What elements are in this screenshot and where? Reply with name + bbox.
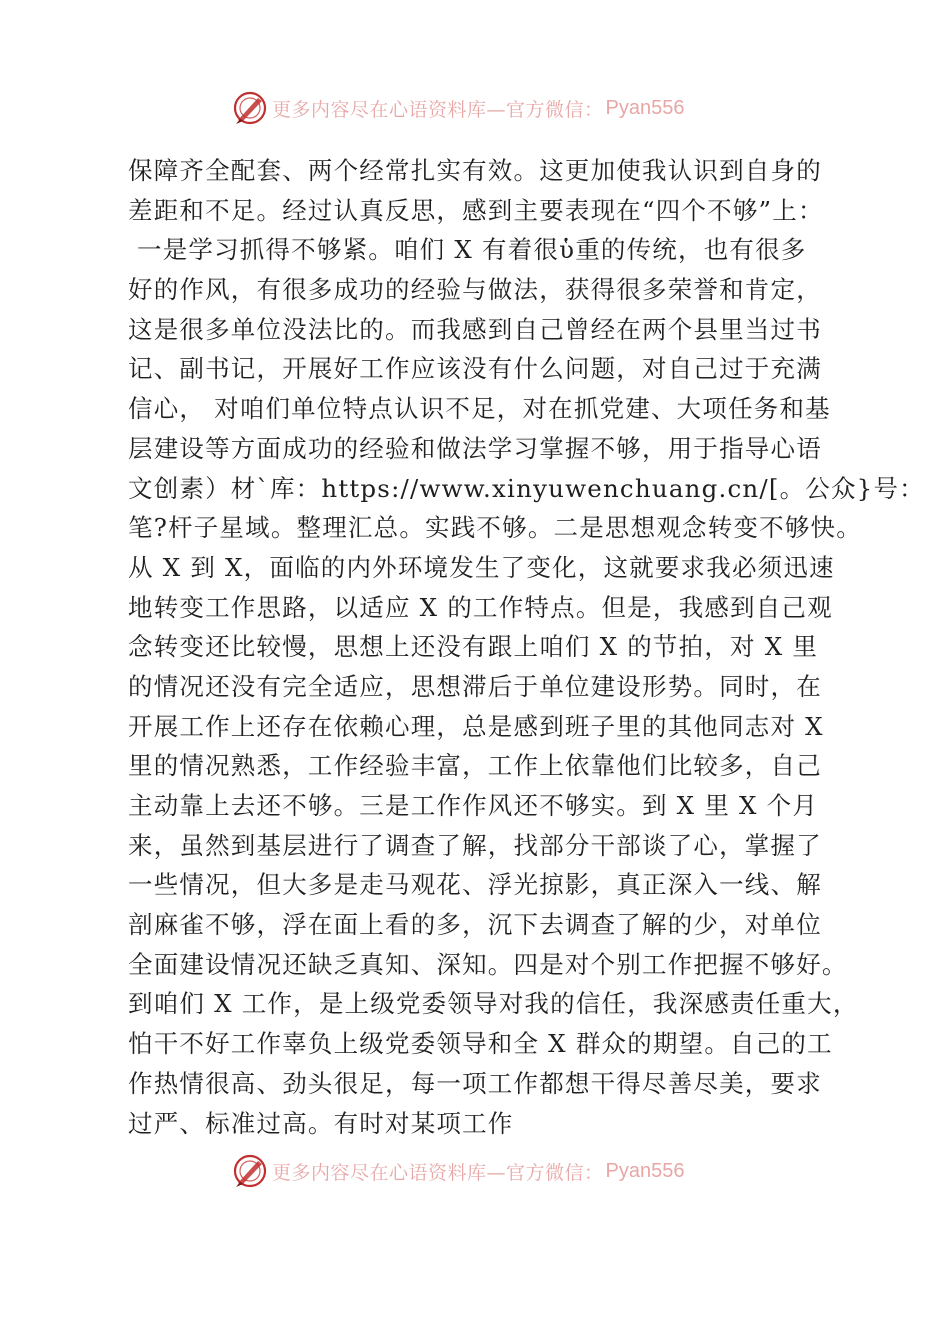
body-text-line: 主动靠上去还不够。三是工作作风还不够实。到 X 里 X 个月: [128, 791, 819, 820]
body-text-line: 记、副书记，开展好工作应该没有什么问题，对自己过于充满: [128, 354, 822, 384]
document-body: [128, 151, 925, 1143]
body-text-line: 的情况还没有完全适应，思想滞后于单位建设形势。同时，在: [128, 671, 822, 701]
body-text-line: 来，虽然到基层进行了调查了解，找部分干部谈了心，掌握了: [128, 830, 822, 860]
body-text-line: 好的作风，有很多成功的经验与做法，获得很多荣誉和肯定，: [128, 275, 822, 305]
body-text-line: 笔?杆子星域。整理汇总。实践不够。二是思想观念转变不够快。: [128, 513, 862, 543]
body-text-line: 从 X 到 X，面临的内外环境发生了变化，这就要求我必须迅速: [128, 552, 835, 582]
header-banner: [232, 88, 732, 128]
body-text-line: 这是很多单位没法比的。而我感到自己曾经在两个县里当过书: [128, 314, 822, 344]
body-text-line: 剖麻雀不够，浮在面上看的多，沉下去调查了解的少，对单位: [128, 910, 822, 940]
pen-seal-logo-icon: [232, 90, 268, 126]
body-text-line: 到咱们 X 工作，是上级党委领导对我的信任，我深感责任重大，: [128, 989, 859, 1019]
body-text-line: 一是学习抓得不够紧。咱们 X 有着很ὑ重的传统，也有很多: [128, 235, 807, 265]
header-wechat-id: Pyan556: [605, 96, 685, 119]
body-text-line: 一些情况，但大多是走马观花、浮光掠影，真正深入一线、解: [128, 870, 822, 900]
body-text-line: 怕干不好工作辜负上级党委领导和全 X 群众的期望。自己的工: [128, 1029, 833, 1059]
body-text-line: 保障齐全配套、两个经常扎实有效。这更加使我认识到自身的: [128, 156, 822, 185]
footer-banner: [232, 1151, 732, 1191]
body-text-line: 全面建设情况还缺乏真知、深知。四是对个别工作把握不够好。: [128, 949, 848, 979]
header-banner-text: 更多内容尽在心语资料库—官方微信：: [272, 98, 604, 121]
body-text-line: 开展工作上还存在依赖心理，总是感到班子里的其他同志对 X: [128, 711, 824, 741]
body-text-line: 信心， 对咱们单位特点认识不足，对在抓党建、大项任务和基: [128, 394, 831, 424]
body-text-line: 地转变工作思路，以适应 X 的工作特点。但是，我感到自己观: [128, 592, 833, 622]
body-text-line: 念转变还比较慢，思想上还没有跟上咱们 X 的节拍，对 X 里: [128, 632, 819, 662]
footer-wechat-id: Pyan556: [605, 1159, 685, 1182]
body-text-line: 差距和不足。经过认真反思，感到主要表现在“四个不够”上：: [128, 195, 824, 225]
body-text-line: 层建设等方面成功的经验和做法学习掌握不够，用于指导心语: [128, 433, 822, 463]
body-text-line: 文创素）材`库：https://www.xinyuwenchuang.cn/[。公众}号：: [128, 473, 925, 503]
body-text-line: 里的情况熟悉，工作经验丰富，工作上依靠他们比较多，自己: [128, 751, 822, 781]
body-text-line: 过严、标准过高。有时对某项工作: [128, 1108, 514, 1138]
pen-seal-logo-icon: [232, 1153, 268, 1189]
body-text-line: 作热情很高、劲头很足，每一项工作都想干得尽善尽美，要求: [128, 1068, 822, 1098]
footer-banner-text: 更多内容尽在心语资料库—官方微信：: [272, 1161, 604, 1184]
